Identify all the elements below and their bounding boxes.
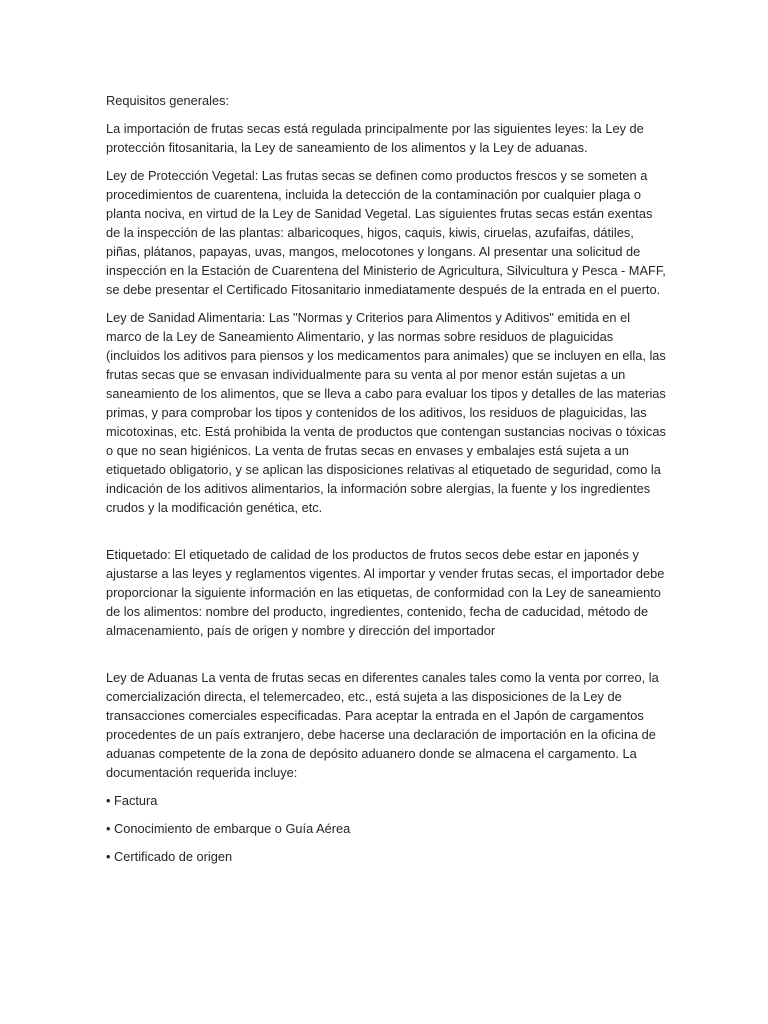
document-body <box>106 91 666 875</box>
food-sanitation-paragraph: Ley de Sanidad Alimentaria: Las "Normas y Criterios para Alimentos y Aditivos" emitida en el marco de la Ley de Saneamiento Alimentario, y las normas sobre residuos de plaguicidas (incluidos los aditivos para piensos y los medicamentos para animales) que se incluyen en ella, las frutas secas que se envasan individualmente para su venta al por menor están sujetas a un saneamiento de los alimentos, que se lleva a cabo para evaluar los tipos y detalles de las materias primas, y para comprobar los tipos y contenidos de los aditivos, los residuos de plaguicidas, las micotoxinas, etc. Está prohibida la venta de productos que contengan sustancias nocivas o tóxicas o que no sean higiénicos. La venta de frutas secas en envases y embalajes está sujeta a un etiquetado obligatorio, y se aplican las disposiciones relativas al etiquetado de seguridad, como la indicación de los aditivos alimentarios, la información sobre alergias, la fuente y los ingredientes crudos y la modificación genética, etc. <box>106 310 666 515</box>
labeling-paragraph: Etiquetado: El etiquetado de calidad de los productos de frutos secos debe estar en japonés y ajustarse a las leyes y reglamentos vigentes. Al importar y vender frutas secas, el importador debe proporcionar la siguiente información en las etiquetas, de conformidad con la Ley de saneamiento de los alimentos: nombre del producto, ingredientes, contenido, fecha de caducidad, método de almacenamiento, país de origen y nombre y dirección del importador <box>106 547 665 638</box>
intro-paragraph: La importación de frutas secas está regulada principalmente por las siguientes leyes: la Ley de protección fitosanitaria, la Ley de saneamiento de los alimentos y la Ley de aduanas. <box>106 121 644 155</box>
list-item: • Conocimiento de embarque o Guía Aérea <box>106 821 351 836</box>
list-item: • Certificado de origen <box>106 849 233 864</box>
list-item: • Factura <box>106 793 158 808</box>
paragraph-spacer <box>106 526 666 545</box>
paragraph-spacer <box>106 649 666 668</box>
section-heading: Requisitos generales: <box>106 93 230 108</box>
document-list <box>106 791 666 866</box>
plant-protection-paragraph: Ley de Protección Vegetal: Las frutas secas se definen como productos frescos y se someten a procedimientos de cuarentena, incluida la detección de la contaminación por cualquier plaga o planta nociva, en virtud de la Ley de Sanidad Vegetal. Las siguientes frutas secas están exentas de la inspección de las plantas: albaricoques, higos, caquis, kiwis, ciruelas, azufaifas, dátiles, piñas, plátanos, papayas, uvas, mangos, melocotones y longans. Al presentar una solicitud de inspección en la Estación de Cuarentena del Ministerio de Agricultura, Silvicultura y Pesca - MAFF, se debe presentar el Certificado Fitosanitario inmediatamente después de la entrada en el puerto. <box>106 168 666 297</box>
customs-paragraph: Ley de Aduanas La venta de frutas secas en diferentes canales tales como la venta por correo, la comercialización directa, el telemercadeo, etc., está sujeta a las disposiciones de la Ley de transacciones comerciales especificadas. Para aceptar la entrada en el Japón de cargamentos procedentes de un país extranjero, debe hacerse una declaración de importación en la oficina de aduanas competente de la zona de depósito aduanero donde se almacena el cargamento. La documentación requerida incluye: <box>106 670 659 780</box>
